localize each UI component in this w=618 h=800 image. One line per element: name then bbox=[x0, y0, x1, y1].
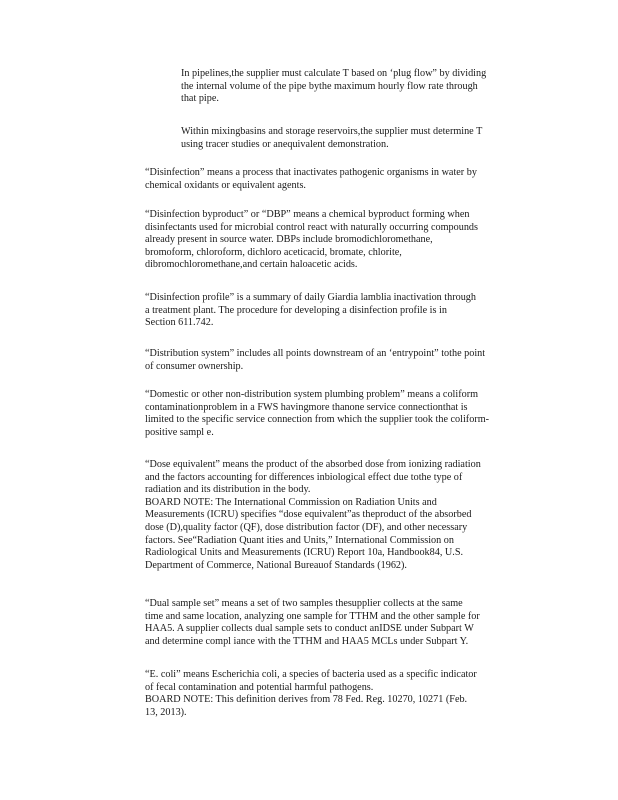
dose-board-note-line-4: factors. See“Radiation Quant ities and Units,” International Commission on bbox=[145, 534, 454, 546]
e-coli-line-2: of fecal contamination and potential harmful pathogens. bbox=[145, 681, 374, 693]
domestic-line-2: contaminationproblem in a FWS havingmore thanone service connectionthat is bbox=[145, 401, 468, 413]
dose-board-note-line-2: Measurements (ICRU) specifies “dose equivalent”as theproduct of the absorbed bbox=[145, 509, 472, 521]
e-coli-board-note-line-1: BOARD NOTE: This definition derives from 78 Fed. Reg. 10270, 10271 (Feb. bbox=[145, 694, 468, 706]
domestic-line-4: positive sampl e. bbox=[145, 426, 214, 438]
disinfection-line-1: “Disinfection” means a process that inactivates pathogenic organisms in water by bbox=[145, 167, 477, 178]
dbp-line-1: “Disinfection byproduct” or “DBP” means a chemical byproduct forming when bbox=[145, 209, 470, 220]
dose-line-1: “Dose equivalent” means the product of the absorbed dose from ionizing radiation bbox=[145, 459, 481, 470]
dose-board-note-line-3: dose (D),quality factor (QF), dose distribution factor (DF), and other necessary bbox=[145, 521, 468, 533]
pipelines-paragraph bbox=[181, 68, 541, 106]
mixing-basins-paragraph bbox=[181, 126, 541, 151]
disinfection-definition bbox=[145, 167, 545, 192]
dual-line-3: HAA5. A supplier collects dual sample sets to conduct anIDSE under Subpart W bbox=[145, 623, 474, 635]
dbp-line-3: already present in source water. DBPs include bromodichloromethane, bbox=[145, 234, 433, 246]
pipelines-line-1: In pipelines,the supplier must calculate T based on ‘plug flow” by dividing bbox=[181, 68, 487, 79]
domestic-line-3: limited to the specific service connection from which the supplier took the coliform- bbox=[145, 414, 490, 426]
profile-line-2: a treatment plant. The procedure for developing a disinfection profile is in bbox=[145, 304, 447, 316]
e-coli-definition bbox=[145, 669, 545, 719]
disinfection-line-2: chemical oxidants or equivalent agents. bbox=[145, 179, 306, 191]
dual-sample-set-definition bbox=[145, 598, 545, 648]
pipelines-line-2: the internal volume of the pipe bythe maximum hourly flow rate through bbox=[181, 80, 478, 92]
pipelines-line-3: that pipe. bbox=[181, 93, 219, 105]
dual-line-4: and determine compl iance with the TTHM and HAA5 MCLs under Subpart Y. bbox=[145, 635, 469, 647]
profile-line-3: Section 611.742. bbox=[145, 317, 214, 329]
mixing-basins-line-2: using tracer studies or anequivalent demonstration. bbox=[181, 138, 389, 150]
dose-line-3: radiation and its distribution in the body. bbox=[145, 484, 311, 496]
dose-board-note-line-5: Radiological Units and Measurements (ICRU) Report 10a, Handbook84, U.S. bbox=[145, 547, 464, 559]
dose-equivalent-definition bbox=[145, 459, 545, 572]
dual-line-1: “Dual sample set” means a set of two samples thesupplier collects at the same bbox=[145, 598, 463, 609]
e-coli-line-1: “E. coli” means Escherichia coli, a species of bacteria used as a specific indicator bbox=[145, 669, 477, 680]
mixing-basins-line-1: Within mixingbasins and storage reservoirs,the supplier must determine T bbox=[181, 126, 483, 137]
dbp-line-5: dibromochloromethane,and certain haloacetic acids. bbox=[145, 259, 358, 271]
profile-line-1: “Disinfection profile” is a summary of daily Giardia lamblia inactivation through bbox=[145, 292, 476, 303]
domestic-line-1: “Domestic or other non-distribution system plumbing problem” means a coliform bbox=[145, 389, 479, 400]
distribution-system-definition bbox=[145, 348, 545, 373]
dose-line-2: and the factors accounting for differences inbiological effect due tothe type of bbox=[145, 471, 463, 483]
distribution-line-1: “Distribution system” includes all points downstream of an ‘entrypoint” tothe point bbox=[145, 348, 486, 359]
domestic-plumbing-definition bbox=[145, 389, 545, 439]
distribution-line-2: of consumer ownership. bbox=[145, 360, 244, 372]
dbp-line-4: bromoform, chloroform, dichloro aceticacid, bromate, chlorite, bbox=[145, 246, 402, 258]
dose-board-note-line-6: Department of Commerce, National Bureauof Standards (1962). bbox=[145, 559, 407, 571]
dbp-line-2: disinfectants used for microbial control react with naturally occurring compounds bbox=[145, 221, 478, 233]
e-coli-board-note-line-2: 13, 2013). bbox=[145, 706, 187, 718]
dose-board-note-line-1: BOARD NOTE: The International Commission on Radiation Units and bbox=[145, 496, 437, 508]
disinfection-byproduct-definition bbox=[145, 209, 545, 272]
dual-line-2: time and same location, analyzing one sample for TTHM and the other sample for bbox=[145, 610, 480, 622]
disinfection-profile-definition bbox=[145, 292, 545, 330]
